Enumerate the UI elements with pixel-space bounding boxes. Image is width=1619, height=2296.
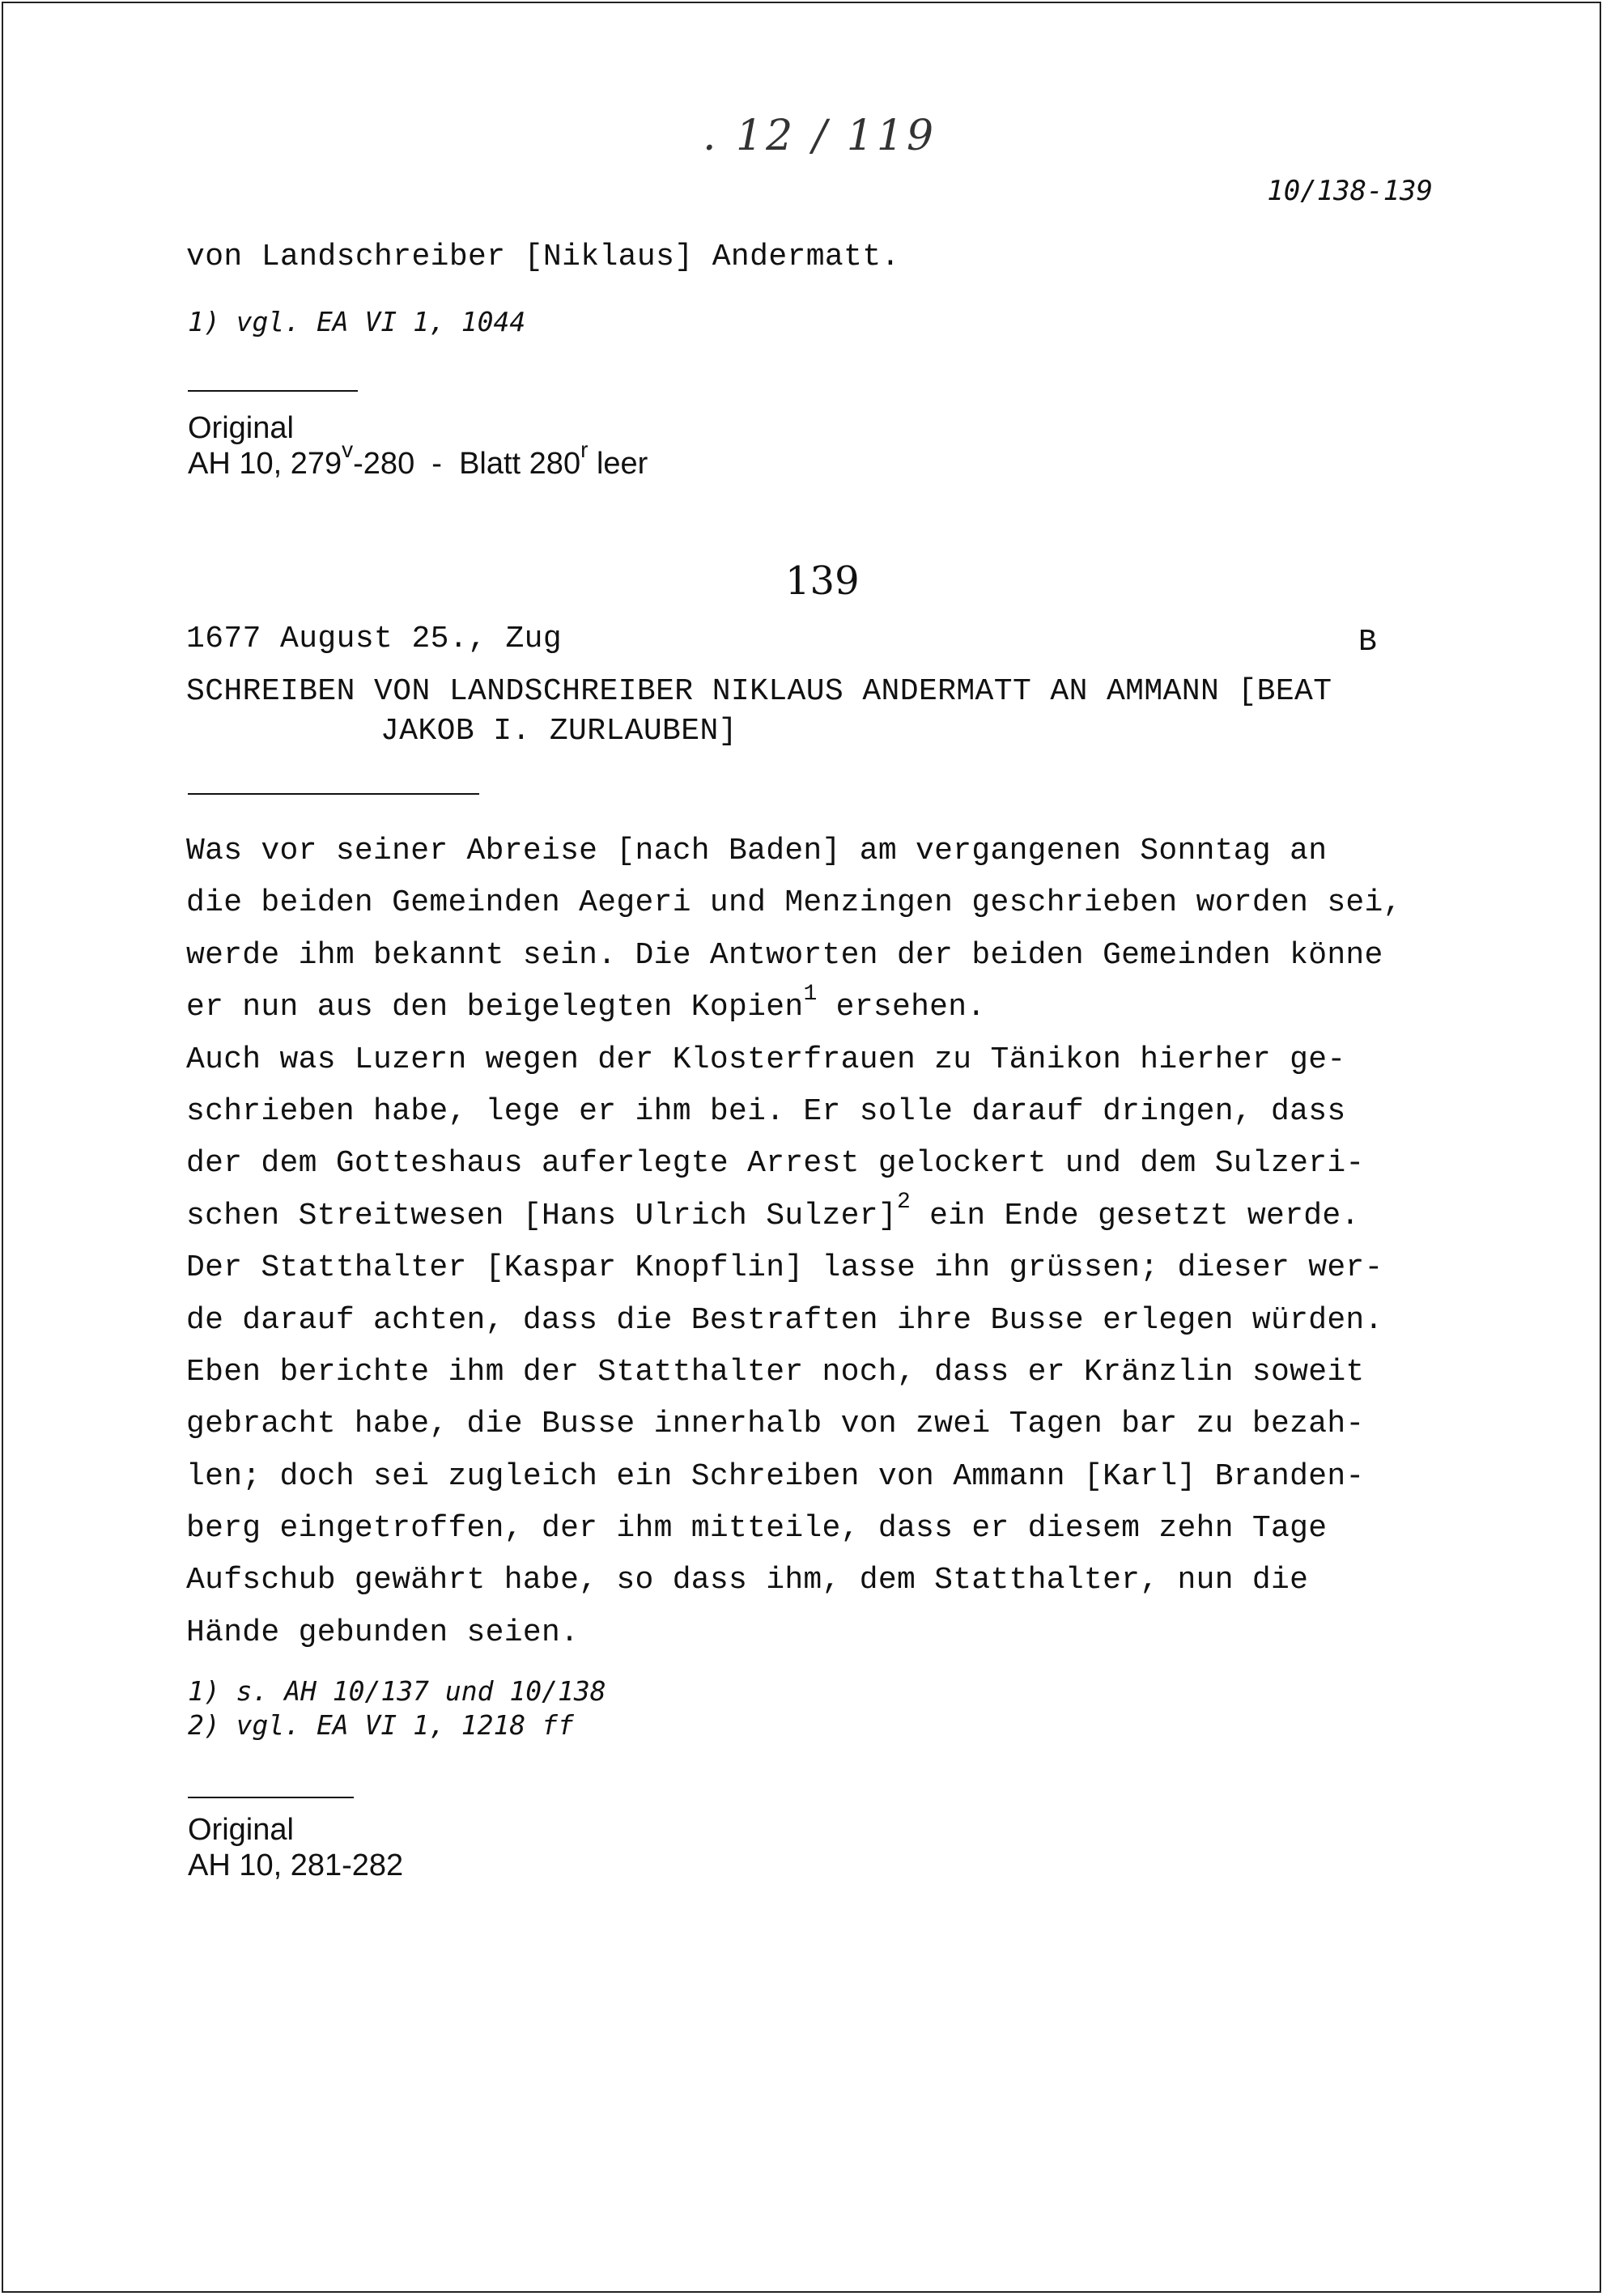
source-reference: AH 10, 281-282 <box>188 1848 404 1882</box>
prev-source-mid: -280 - Blatt 280 <box>353 447 581 481</box>
letter-code: B <box>1358 625 1377 660</box>
body-line: Was vor seiner Abreise [nach Baden] am vergangenen Sonntag an <box>186 834 1328 868</box>
prev-source-pre: AH 10, 279 <box>188 447 342 481</box>
body-line: gebracht habe, die Busse innerhalb von zwei Tagen bar zu bezah- <box>186 1407 1365 1442</box>
body-line-tail: ein Ende gesetzt werde. <box>911 1198 1360 1233</box>
title-rule <box>188 793 479 795</box>
body-line <box>186 982 1481 1033</box>
body-line <box>186 1190 1481 1242</box>
body-text <box>186 825 1481 1659</box>
body-line: Auch was Luzern wegen der Klosterfrauen zu Tänikon hierher ge- <box>186 1042 1346 1077</box>
body-line: schrieben habe, lege er ihm bei. Er solle darauf dringen, dass <box>186 1093 1346 1129</box>
body-line: die beiden Gemeinden Aegeri und Menzingen geschrieben worden sei, <box>186 885 1402 921</box>
handwritten-archive-note: . 12 / 119 <box>703 112 937 160</box>
footnote-ref-2: 2 <box>896 1190 911 1216</box>
body-line: berg eingetroffen, der ihm mitteile, dass er diesem zehn Tage <box>186 1511 1328 1547</box>
title-line-1: SCHREIBEN VON LANDSCHREIBER NIKLAUS ANDERMATT AN AMMANN [BEAT <box>186 674 1332 709</box>
footnote-rule <box>188 390 358 392</box>
body-line: len; doch sei zugleich ein Schreiben von Ammann [Karl] Branden- <box>186 1458 1365 1494</box>
footnote-rule <box>188 1797 354 1798</box>
document-number: 139 <box>785 558 860 604</box>
body-line: Der Statthalter [Kaspar Knopflin] lasse ihn grüssen; dieser wer- <box>186 1250 1383 1286</box>
body-line: der dem Gotteshaus auferlegte Arrest gelockert und dem Sulzeri- <box>186 1146 1365 1182</box>
body-line: Hände gebunden seien. <box>186 1615 580 1650</box>
footnote-2: 2) vgl. EA VI 1, 1218 ff <box>188 1709 574 1741</box>
body-line-text: schen Streitwesen [Hans Ulrich Sulzer] <box>186 1198 897 1233</box>
body-line: Eben berichte ihm der Statthalter noch, dass er Kränzlin soweit <box>186 1354 1365 1390</box>
footnote-1: 1) s. AH 10/137 und 10/138 <box>188 1675 606 1707</box>
date-place: 1677 August 25., Zug <box>186 622 563 656</box>
prev-source-sup2: r <box>580 437 589 463</box>
body-line-text: er nun aus den beigelegten Kopien <box>186 990 804 1025</box>
title-line-2: JAKOB I. ZURLAUBEN] <box>380 714 737 749</box>
prev-original-label: Original <box>188 411 294 445</box>
page-reference: 10/138-139 <box>1267 175 1433 207</box>
prev-footnote: 1) vgl. EA VI 1, 1044 <box>188 306 526 337</box>
prev-source-line <box>188 437 648 482</box>
original-label: Original <box>188 1813 294 1847</box>
body-line: Aufschub gewährt habe, so dass ihm, dem Statthalter, nun die <box>186 1563 1309 1598</box>
prev-source-post: leer <box>588 447 648 481</box>
body-line: de darauf achten, dass die Bestraften ihre Busse erlegen würden. <box>186 1302 1383 1338</box>
footnote-ref-1: 1 <box>803 981 818 1007</box>
prev-closing-line: von Landschreiber [Niklaus] Andermatt. <box>186 240 900 274</box>
body-line-tail: ersehen. <box>817 990 986 1025</box>
prev-source-sup: v <box>342 437 354 463</box>
body-line: werde ihm bekannt sein. Die Antworten der beiden Gemeinden könne <box>186 937 1383 973</box>
